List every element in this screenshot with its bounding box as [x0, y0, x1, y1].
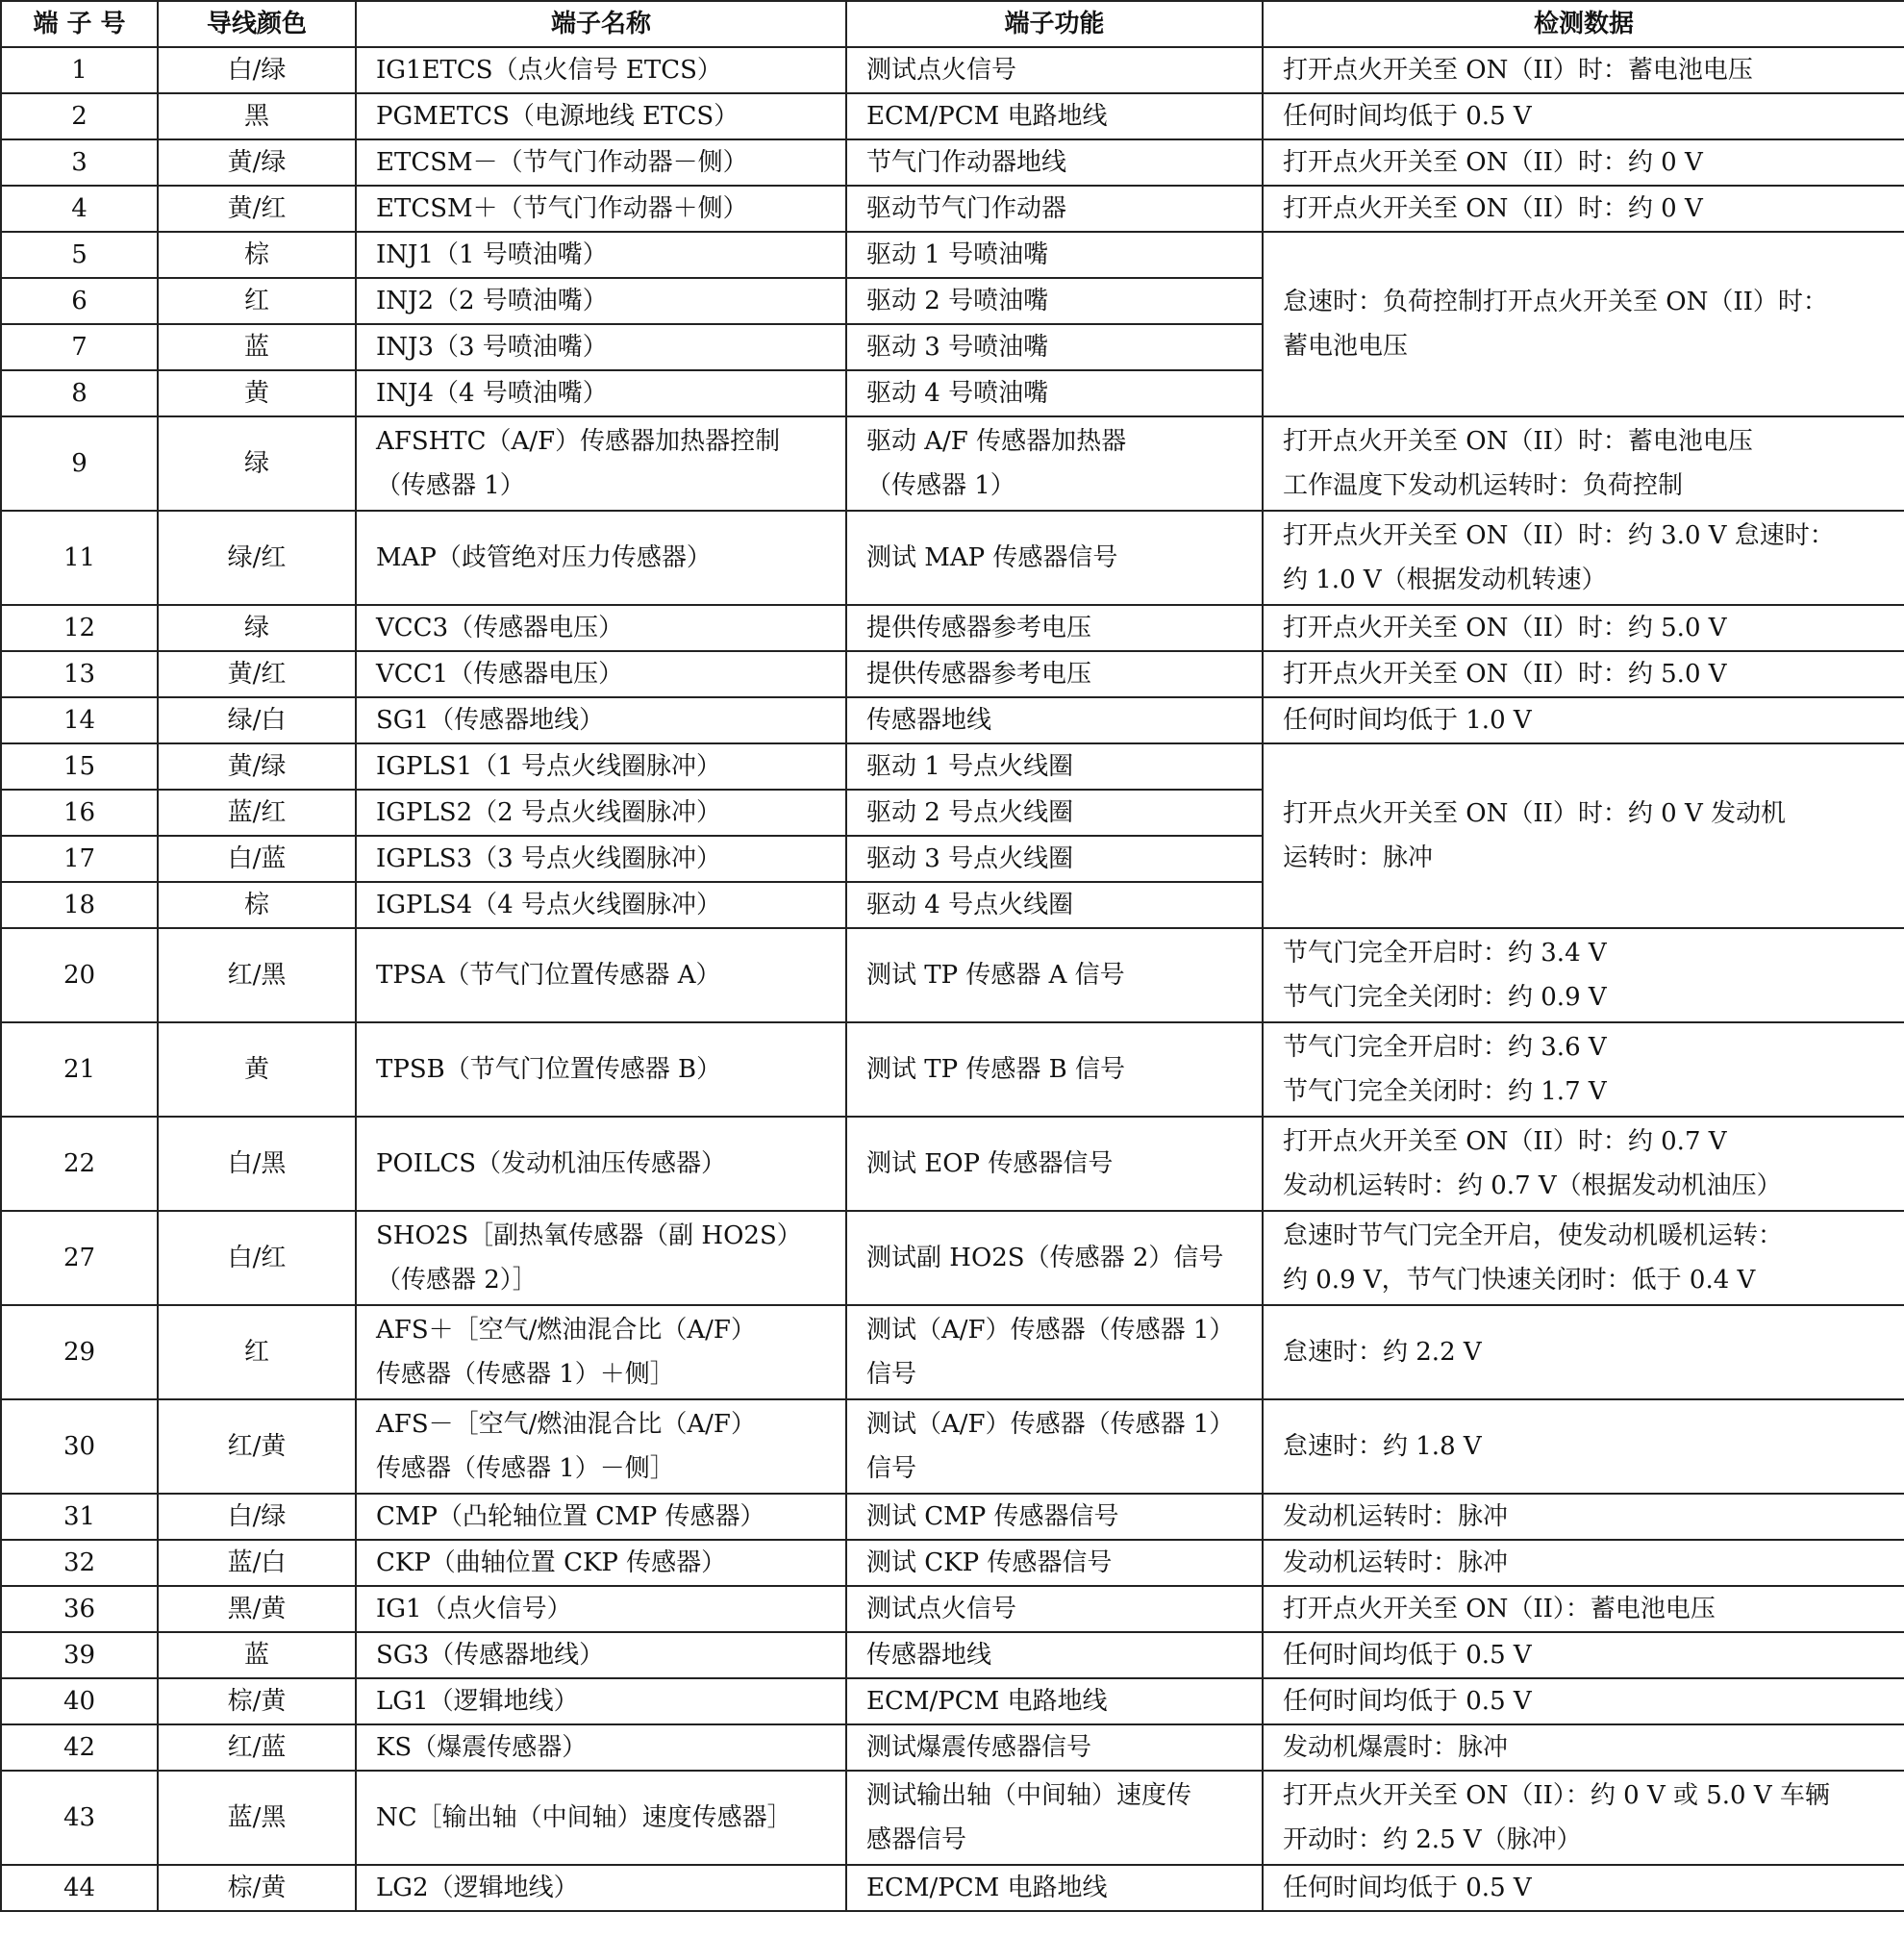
- terminal-function: 节气门作动器地线: [846, 139, 1263, 186]
- wire-color: 棕: [158, 232, 356, 278]
- table-row: [1, 605, 1904, 651]
- test-data-line: 节气门完全关闭时：约 1.7 V: [1283, 1077, 1607, 1106]
- terminal-function-line: 测试（A/F）传感器（传感器 1）: [866, 1410, 1235, 1439]
- table-row: [1, 186, 1904, 232]
- terminal-function-line: 测试输出轴（中间轴）速度传: [866, 1781, 1192, 1810]
- test-data-line: 打开点火开关至 ON（II）：约 0 V 或 5.0 V 车辆: [1283, 1781, 1830, 1810]
- test-data-line: 蓄电池电压: [1283, 332, 1409, 361]
- terminal-name-line: 传感器（传感器 1）－侧］: [376, 1454, 675, 1483]
- test-data: [1263, 1211, 1904, 1305]
- wire-color: 蓝/红: [158, 790, 356, 836]
- test-data: 打开点火开关至 ON（II）时：约 5.0 V: [1263, 605, 1904, 651]
- test-data: 打开点火开关至 ON（II）时：约 5.0 V: [1263, 651, 1904, 697]
- terminal-number: 15: [1, 743, 158, 790]
- header-terminal-no: 端 子 号: [1, 1, 158, 47]
- table-row: [1, 1022, 1904, 1117]
- terminal-function-line: 感器信号: [866, 1825, 967, 1854]
- terminal-function: 驱动 4 号点火线圈: [846, 882, 1263, 928]
- terminal-function: 测试副 HO2S（传感器 2）信号: [846, 1211, 1263, 1305]
- wire-color: 白/绿: [158, 47, 356, 93]
- test-data: 任何时间均低于 0.5 V: [1263, 1865, 1904, 1911]
- header-terminal-name: 端子名称: [356, 1, 846, 47]
- wire-color: 白/红: [158, 1211, 356, 1305]
- test-data: 怠速时：约 2.2 V: [1263, 1305, 1904, 1399]
- test-data: 任何时间均低于 1.0 V: [1263, 697, 1904, 743]
- terminal-function: ECM/PCM 电路地线: [846, 1678, 1263, 1724]
- test-data: 打开点火开关至 ON（II）时：约 0 V: [1263, 186, 1904, 232]
- test-data: 任何时间均低于 0.5 V: [1263, 93, 1904, 139]
- terminal-name: TPSA（节气门位置传感器 A）: [356, 928, 846, 1022]
- terminal-number: 17: [1, 836, 158, 882]
- wire-color: 红: [158, 1305, 356, 1399]
- terminal-number: 40: [1, 1678, 158, 1724]
- terminal-name: IGPLS3（3 号点火线圈脉冲）: [356, 836, 846, 882]
- terminal-name: [356, 1211, 846, 1305]
- terminal-number: 31: [1, 1494, 158, 1540]
- table-row: [1, 232, 1904, 278]
- terminal-number: 5: [1, 232, 158, 278]
- terminal-name: ETCSM＋（节气门作动器＋侧）: [356, 186, 846, 232]
- table-row: [1, 1494, 1904, 1540]
- terminal-function: 测试 TP 传感器 A 信号: [846, 928, 1263, 1022]
- terminal-function-line: （传感器 1）: [866, 471, 1015, 500]
- terminal-number: 13: [1, 651, 158, 697]
- test-data-line: 工作温度下发动机运转时：负荷控制: [1283, 471, 1684, 500]
- terminal-number: 16: [1, 790, 158, 836]
- test-data: 怠速时：约 1.8 V: [1263, 1399, 1904, 1494]
- terminal-function: 驱动 1 号点火线圈: [846, 743, 1263, 790]
- test-data-line: 怠速时节气门完全开启，使发动机暖机运转：: [1283, 1221, 1784, 1250]
- wire-color: 绿/红: [158, 511, 356, 605]
- terminal-number: 27: [1, 1211, 158, 1305]
- terminal-function-line: 驱动 A/F 传感器加热器: [866, 427, 1127, 456]
- terminal-number: 9: [1, 416, 158, 511]
- terminal-name: [356, 1399, 846, 1494]
- terminal-name: LG2（逻辑地线）: [356, 1865, 846, 1911]
- terminal-number: 44: [1, 1865, 158, 1911]
- wire-color: 白/绿: [158, 1494, 356, 1540]
- test-data-line: 打开点火开关至 ON（II）时：约 0.7 V: [1283, 1127, 1727, 1156]
- terminal-function: 提供传感器参考电压: [846, 605, 1263, 651]
- test-data: 发动机爆震时：脉冲: [1263, 1724, 1904, 1771]
- test-data: [1263, 1771, 1904, 1865]
- wire-color: 绿/白: [158, 697, 356, 743]
- terminal-name-line: （传感器 2）］: [376, 1266, 538, 1295]
- wire-color: 黄: [158, 370, 356, 416]
- terminal-number: 8: [1, 370, 158, 416]
- terminal-function: 测试点火信号: [846, 47, 1263, 93]
- wire-color: 黄/红: [158, 186, 356, 232]
- terminal-name: POILCS（发动机油压传感器）: [356, 1117, 846, 1211]
- terminal-function: ECM/PCM 电路地线: [846, 93, 1263, 139]
- terminal-name: NC［输出轴（中间轴）速度传感器］: [356, 1771, 846, 1865]
- terminal-name-line: AFS＋［空气/燃油混合比（A/F）: [376, 1316, 756, 1345]
- terminal-name: INJ3（3 号喷油嘴）: [356, 324, 846, 370]
- wire-color: 蓝/黑: [158, 1771, 356, 1865]
- wire-color: 蓝: [158, 1632, 356, 1678]
- test-data-line: 节气门完全关闭时：约 0.9 V: [1283, 983, 1607, 1012]
- table-row: [1, 1305, 1904, 1399]
- terminal-name: IGPLS1（1 号点火线圈脉冲）: [356, 743, 846, 790]
- test-data: [1263, 511, 1904, 605]
- table-row: [1, 1724, 1904, 1771]
- terminal-function: ECM/PCM 电路地线: [846, 1865, 1263, 1911]
- terminal-number: 1: [1, 47, 158, 93]
- table-row: [1, 697, 1904, 743]
- terminal-function: 驱动 3 号喷油嘴: [846, 324, 1263, 370]
- wire-color: 棕: [158, 882, 356, 928]
- header-wire-color: 导线颜色: [158, 1, 356, 47]
- wire-color: 蓝: [158, 324, 356, 370]
- terminal-function: 传感器地线: [846, 1632, 1263, 1678]
- test-data-line: 开动时：约 2.5 V（脉冲）: [1283, 1825, 1582, 1854]
- terminal-function: 测试 EOP 传感器信号: [846, 1117, 1263, 1211]
- terminal-name: IGPLS4（4 号点火线圈脉冲）: [356, 882, 846, 928]
- test-data: 打开点火开关至 ON（II）时：蓄电池电压: [1263, 47, 1904, 93]
- wire-color: 黑: [158, 93, 356, 139]
- table-row: [1, 511, 1904, 605]
- terminal-number: 22: [1, 1117, 158, 1211]
- test-data: 打开点火开关至 ON（II）：蓄电池电压: [1263, 1586, 1904, 1632]
- terminal-function-line: 测试（A/F）传感器（传感器 1）: [866, 1316, 1235, 1345]
- test-data: 发动机运转时：脉冲: [1263, 1494, 1904, 1540]
- wire-color: 黄/绿: [158, 743, 356, 790]
- terminal-number: 7: [1, 324, 158, 370]
- terminal-function: 传感器地线: [846, 697, 1263, 743]
- table-row: [1, 93, 1904, 139]
- test-data: 任何时间均低于 0.5 V: [1263, 1678, 1904, 1724]
- table-row: [1, 928, 1904, 1022]
- terminal-number: 12: [1, 605, 158, 651]
- terminal-function: 测试点火信号: [846, 1586, 1263, 1632]
- test-data-line: 打开点火开关至 ON（II）时：约 3.0 V 怠速时：: [1283, 521, 1835, 550]
- terminal-function: 提供传感器参考电压: [846, 651, 1263, 697]
- wire-color: 棕/黄: [158, 1678, 356, 1724]
- test-data-line: 约 1.0 V（根据发动机转速）: [1283, 566, 1607, 594]
- table-header-row: [1, 1, 1904, 47]
- terminal-name-line: （传感器 1）: [376, 471, 525, 500]
- test-data-line: 发动机运转时：约 0.7 V（根据发动机油压）: [1283, 1171, 1782, 1200]
- table-row: [1, 1632, 1904, 1678]
- table-row: [1, 1586, 1904, 1632]
- table-row: [1, 743, 1904, 790]
- terminal-function: 驱动 3 号点火线圈: [846, 836, 1263, 882]
- test-data: 打开点火开关至 ON（II）时：约 0 V: [1263, 139, 1904, 186]
- terminal-name: TPSB（节气门位置传感器 B）: [356, 1022, 846, 1117]
- table-row: [1, 1540, 1904, 1586]
- terminal-name: SG1（传感器地线）: [356, 697, 846, 743]
- terminal-name: INJ1（1 号喷油嘴）: [356, 232, 846, 278]
- terminal-function: 测试 CKP 传感器信号: [846, 1540, 1263, 1586]
- wire-color: 黄/绿: [158, 139, 356, 186]
- test-data-line: 节气门完全开启时：约 3.6 V: [1283, 1033, 1607, 1062]
- wire-color: 白/蓝: [158, 836, 356, 882]
- header-test-data: 检测数据: [1263, 1, 1904, 47]
- terminal-function: [846, 1399, 1263, 1494]
- test-data-line: 打开点火开关至 ON（II）时：约 0 V 发动机: [1283, 799, 1786, 828]
- terminal-function: [846, 416, 1263, 511]
- terminal-number: 2: [1, 93, 158, 139]
- wire-color: 红/蓝: [158, 1724, 356, 1771]
- table-row: [1, 416, 1904, 511]
- terminal-name: IG1ETCS（点火信号 ETCS）: [356, 47, 846, 93]
- terminal-function: 驱动 2 号点火线圈: [846, 790, 1263, 836]
- wire-color: 黄/红: [158, 651, 356, 697]
- terminal-name: INJ4（4 号喷油嘴）: [356, 370, 846, 416]
- table-row: [1, 1399, 1904, 1494]
- terminal-name: [356, 416, 846, 511]
- terminal-name: VCC1（传感器电压）: [356, 651, 846, 697]
- test-data: [1263, 1022, 1904, 1117]
- test-data-line: 怠速时：负荷控制打开点火开关至 ON（II）时：: [1283, 288, 1828, 316]
- terminal-name-line: 传感器（传感器 1）＋侧］: [376, 1360, 675, 1389]
- terminal-name: IG1（点火信号）: [356, 1586, 846, 1632]
- test-data: [1263, 1117, 1904, 1211]
- terminal-function: 测试 MAP 传感器信号: [846, 511, 1263, 605]
- terminal-function: 驱动 1 号喷油嘴: [846, 232, 1263, 278]
- terminal-name: MAP（歧管绝对压力传感器）: [356, 511, 846, 605]
- terminal-function: 测试 TP 传感器 B 信号: [846, 1022, 1263, 1117]
- test-data: 发动机运转时：脉冲: [1263, 1540, 1904, 1586]
- terminal-number: 29: [1, 1305, 158, 1399]
- terminal-number: 11: [1, 511, 158, 605]
- terminal-number: 43: [1, 1771, 158, 1865]
- table-row: [1, 139, 1904, 186]
- terminal-name: KS（爆震传感器）: [356, 1724, 846, 1771]
- terminal-name-line: SHO2S［副热氧传感器（副 HO2S）: [376, 1221, 802, 1250]
- wire-color: 红/黑: [158, 928, 356, 1022]
- test-data: [1263, 416, 1904, 511]
- terminal-name: INJ2（2 号喷油嘴）: [356, 278, 846, 324]
- terminal-function: 驱动节气门作动器: [846, 186, 1263, 232]
- terminal-function: 测试爆震传感器信号: [846, 1724, 1263, 1771]
- terminal-function: 驱动 4 号喷油嘴: [846, 370, 1263, 416]
- test-data: [1263, 928, 1904, 1022]
- terminal-number: 30: [1, 1399, 158, 1494]
- terminal-number: 39: [1, 1632, 158, 1678]
- terminal-number: 4: [1, 186, 158, 232]
- terminal-number: 20: [1, 928, 158, 1022]
- test-data: [1263, 232, 1904, 416]
- table-row: [1, 1678, 1904, 1724]
- wire-color: 绿: [158, 416, 356, 511]
- wire-color: 白/黑: [158, 1117, 356, 1211]
- terminal-number: 3: [1, 139, 158, 186]
- test-data: 任何时间均低于 0.5 V: [1263, 1632, 1904, 1678]
- terminal-name: IGPLS2（2 号点火线圈脉冲）: [356, 790, 846, 836]
- table-row: [1, 47, 1904, 93]
- table-row: [1, 1771, 1904, 1865]
- terminal-function: [846, 1305, 1263, 1399]
- table-row: [1, 1865, 1904, 1911]
- wire-color: 蓝/白: [158, 1540, 356, 1586]
- table-row: [1, 1117, 1904, 1211]
- terminal-number: 36: [1, 1586, 158, 1632]
- terminal-function: 测试 CMP 传感器信号: [846, 1494, 1263, 1540]
- terminal-function: [846, 1771, 1263, 1865]
- terminal-number: 42: [1, 1724, 158, 1771]
- terminal-number: 6: [1, 278, 158, 324]
- terminal-name: PGMETCS（电源地线 ETCS）: [356, 93, 846, 139]
- header-terminal-function: 端子功能: [846, 1, 1263, 47]
- table-row: [1, 1211, 1904, 1305]
- test-data-line: 节气门完全开启时：约 3.4 V: [1283, 939, 1607, 968]
- wire-color: 红/黄: [158, 1399, 356, 1494]
- terminal-name: [356, 1305, 846, 1399]
- terminal-name: VCC3（传感器电压）: [356, 605, 846, 651]
- wire-color: 红: [158, 278, 356, 324]
- terminal-function-line: 信号: [866, 1454, 917, 1483]
- wire-color: 黄: [158, 1022, 356, 1117]
- terminal-name: ETCSM－（节气门作动器－侧）: [356, 139, 846, 186]
- terminal-function: 驱动 2 号喷油嘴: [846, 278, 1263, 324]
- terminal-number: 14: [1, 697, 158, 743]
- terminal-number: 32: [1, 1540, 158, 1586]
- test-data-line: 打开点火开关至 ON（II）时：蓄电池电压: [1283, 427, 1753, 456]
- test-data-line: 运转时：脉冲: [1283, 843, 1434, 872]
- table-row: [1, 651, 1904, 697]
- test-data: [1263, 743, 1904, 928]
- terminal-name-line: AFSHTC（A/F）传感器加热器控制: [376, 427, 781, 456]
- wire-color: 绿: [158, 605, 356, 651]
- terminal-name-line: AFS－［空气/燃油混合比（A/F）: [376, 1410, 756, 1439]
- terminal-number: 18: [1, 882, 158, 928]
- terminal-name: LG1（逻辑地线）: [356, 1678, 846, 1724]
- terminal-name: SG3（传感器地线）: [356, 1632, 846, 1678]
- test-data-line: 约 0.9 V，节气门快速关闭时：低于 0.4 V: [1283, 1266, 1756, 1295]
- terminal-number: 21: [1, 1022, 158, 1117]
- terminal-name: CMP（凸轮轴位置 CMP 传感器）: [356, 1494, 846, 1540]
- terminal-function-line: 信号: [866, 1360, 917, 1389]
- wire-color: 棕/黄: [158, 1865, 356, 1911]
- terminal-name: CKP（曲轴位置 CKP 传感器）: [356, 1540, 846, 1586]
- wire-color: 黑/黄: [158, 1586, 356, 1632]
